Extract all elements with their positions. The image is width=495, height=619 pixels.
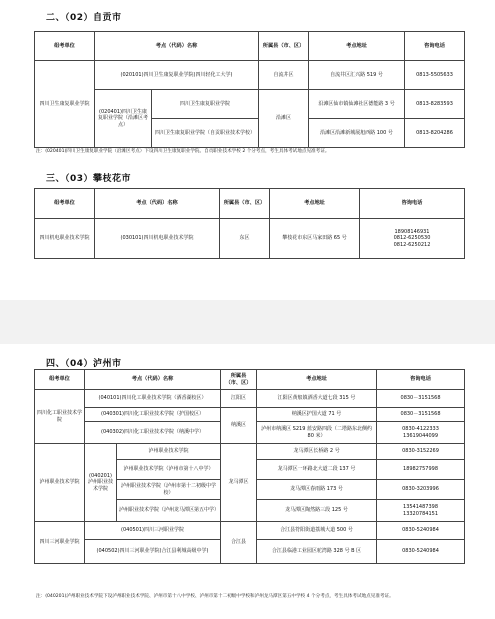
address-cell: 沿滩区沿滩新城展旭西路 100 号	[309, 119, 405, 148]
point-cell: (020101)四川卫生康复职业学院(四川轻化工大学)	[95, 61, 259, 90]
phone-cell: 13541487398 13320784151	[377, 500, 465, 522]
point-cell: (040301)四川化工职业技术学院（护国校区）	[85, 408, 221, 422]
org-cell: 泸州职业技术学院	[35, 444, 85, 522]
table-header-row	[35, 189, 465, 219]
phone-cell: 0813-8283593	[405, 90, 465, 119]
section-title-zigong: 二、（02）自贡市	[46, 13, 122, 23]
header-county: 所属县（市、区）	[221, 370, 257, 390]
county-cell: 江阳区	[221, 390, 257, 408]
phone-cell: 0830－3151568	[377, 390, 465, 408]
table-row	[35, 390, 465, 408]
header-phone: 咨询电话	[405, 32, 465, 61]
address-cell: 合江县临港工业园区驼湾路 328 号 B 区	[257, 540, 377, 564]
header-phone: 咨询电话	[377, 370, 465, 390]
page-one	[0, 0, 495, 300]
county-cell: 东区	[220, 219, 270, 259]
table-header-row	[35, 32, 465, 61]
address-cell: 龙马潭区陶然路三段 125 号	[257, 500, 377, 522]
phone-cell: 18908146931 0812-6250530 0812-6250212	[360, 219, 465, 259]
address-cell: 合江县符阳街道荔城大道 500 号	[257, 522, 377, 540]
address-cell: 纳溪区护国大道 71 号	[257, 408, 377, 422]
county-cell: 纳溪区	[221, 408, 257, 444]
table-row	[35, 408, 465, 422]
header-address: 考点地址	[270, 189, 360, 219]
header-org: 组考单位	[35, 189, 95, 219]
point-cell: 泸州职业技术学院	[117, 444, 221, 460]
table-row	[35, 219, 465, 259]
header-county: 所属县（市、区）	[220, 189, 270, 219]
point-cell: (030101)四川机电职业技术学院	[95, 219, 220, 259]
header-org: 组考单位	[35, 370, 85, 390]
header-phone: 咨询电话	[360, 189, 465, 219]
table-row	[35, 90, 465, 119]
org-cell: 四川机电职业技术学院	[35, 219, 95, 259]
address-cell: 沿滩区仙市镇仙滩社区德能路 3 号	[309, 90, 405, 119]
address-cell: 龙马潭区长桥路 2 号	[257, 444, 377, 460]
table-row	[35, 444, 465, 460]
point-cell: (040302)四川化工职业技术学院（纳溪中学）	[85, 422, 221, 444]
point-group-cell: (020401)四川卫生康复职业学院（沿滩区考点）	[95, 90, 152, 148]
header-point: 考点（代码）名称	[85, 370, 221, 390]
org-cell: 四川三河职业学院	[35, 522, 85, 564]
address-cell: 江阳区黄舣镇酒香大道七段 315 号	[257, 390, 377, 408]
point-group-cell: (040201)泸州职业技术学院	[85, 444, 117, 522]
phone-cell: 0813-8204286	[405, 119, 465, 148]
note-zigong: 注：(020401)四川卫生康复职业学院（沿滩区考点）下设四川卫生康复职业学院、自贡职业技术学校 2 个分考点，考生具体考试地点见准考证。	[36, 149, 330, 154]
point-cell: (040501)四川三河职业学院	[85, 522, 221, 540]
table-luzhou	[34, 369, 465, 564]
county-cell: 自流井区	[259, 61, 309, 90]
page-two	[0, 344, 495, 619]
address-cell: 龙马潭区一环路北大道二段 137 号	[257, 460, 377, 480]
address-cell: 自流井区汇兴路 519 号	[309, 61, 405, 90]
table-zigong	[34, 31, 465, 148]
note-luzhou: 注：(040201)泸州职业技术学院下设泸州职业技术学院、泸州市第十八中学校、泸州市第十二初级中学校和泸州龙马潭区第五中学校 4 个分考点，考生具体考试地点见准考证。	[36, 594, 394, 599]
table-row	[35, 61, 465, 90]
county-cell: 沿滩区	[259, 90, 309, 148]
address-cell: 攀枝花市东区马家田路 65 号	[270, 219, 360, 259]
phone-cell: 0830-3152269	[377, 444, 465, 460]
address-cell: 泸州市纳溪区 S219 蓝安路四段（二塔路东北侧约 80 米）	[257, 422, 377, 444]
point-cell: (040101)四川化工职业技术学院（酒香湖校区）	[85, 390, 221, 408]
phone-cell: 0830-5240984	[377, 540, 465, 564]
org-cell: 四川卫生康复职业学院	[35, 61, 95, 148]
phone-cell: 0830-4122333 13619044099	[377, 422, 465, 444]
header-point: 考点（代码）名称	[95, 32, 259, 61]
phone-cell: 18982757998	[377, 460, 465, 480]
org-cell: 四川化工职业技术学院	[35, 390, 85, 444]
phone-cell: 0813-5505633	[405, 61, 465, 90]
point-cell: 泸州职业技术学院（泸州市第十八中学）	[117, 460, 221, 480]
point-cell: 泸州职业技术学院（泸州市第十二初级中学校）	[117, 480, 221, 500]
table-row	[35, 522, 465, 540]
point-cell: 四川卫生康复职业学院（自贡职业技术学校）	[152, 119, 259, 148]
phone-cell: 0830-3203996	[377, 480, 465, 500]
header-org: 组考单位	[35, 32, 95, 61]
table-panzhihua	[34, 188, 465, 259]
phone-cell: 0830－3151568	[377, 408, 465, 422]
county-cell: 合江县	[221, 522, 257, 564]
address-cell: 龙马潭区春雨路 173 号	[257, 480, 377, 500]
header-county: 所属县（市、区）	[259, 32, 309, 61]
header-point: 考点（代码）名称	[95, 189, 220, 219]
point-cell: 四川卫生康复职业学院	[152, 90, 259, 119]
point-cell: (040502)四川三河职业学院(合江县利城高级中学)	[85, 540, 221, 564]
county-cell: 龙马潭区	[221, 444, 257, 522]
section-title-luzhou: 四、（04）泸州市	[46, 359, 122, 369]
header-address: 考点地址	[309, 32, 405, 61]
header-address: 考点地址	[257, 370, 377, 390]
table-header-row	[35, 370, 465, 390]
section-title-panzhihua: 三、（03）攀枝花市	[46, 174, 132, 184]
page-gap	[0, 300, 495, 344]
point-cell: 泸州职业技术学院（泸州龙马潭区第五中学）	[117, 500, 221, 522]
phone-cell: 0830-5240984	[377, 522, 465, 540]
